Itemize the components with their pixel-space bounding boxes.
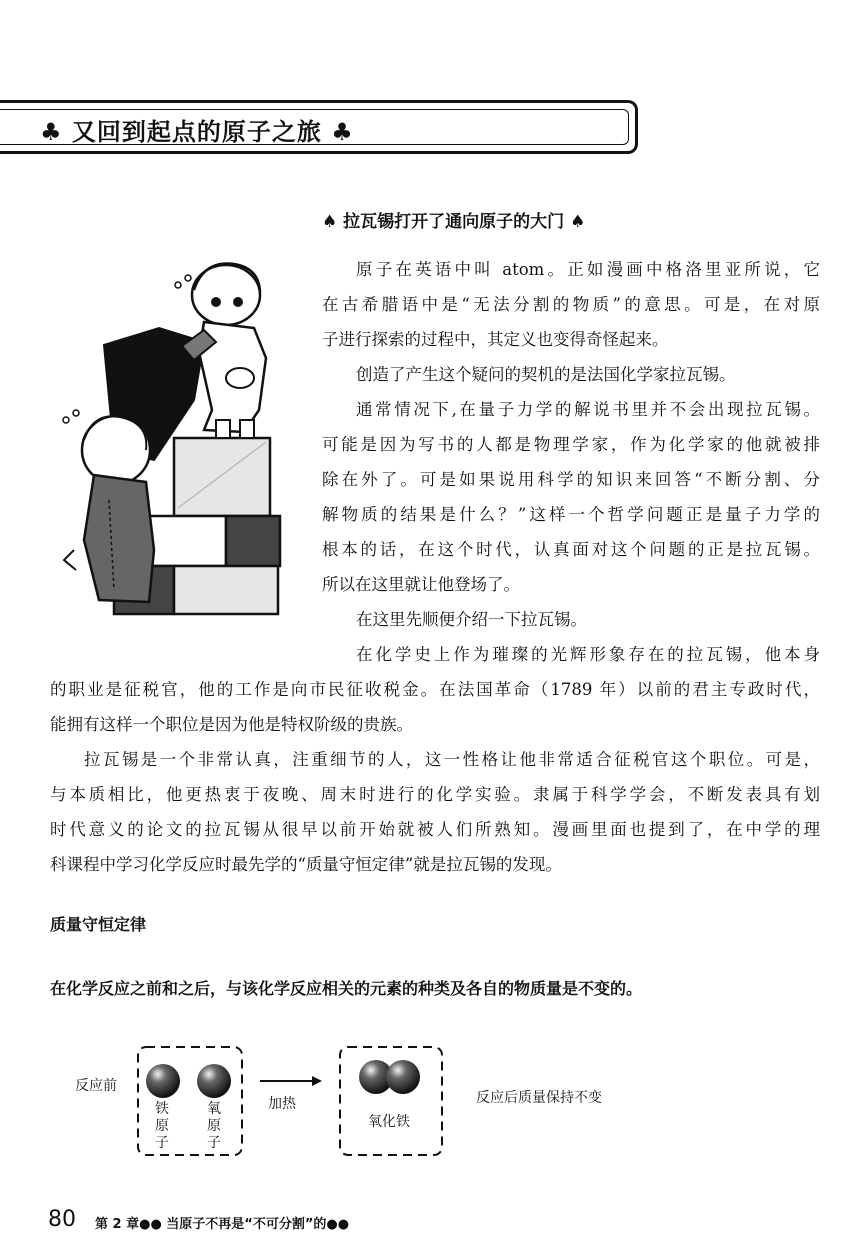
oxygen-atom-label: 氧原子	[207, 1101, 221, 1151]
chapter-footer: 第 2 章●● 当原子不再是“不可分割”的●●	[95, 1217, 350, 1232]
text-line: 在化学史上作为璀璨的光辉形象存在的拉瓦锡，他本身	[356, 645, 820, 664]
product-box	[340, 1047, 442, 1155]
product-atom-icon	[386, 1060, 420, 1094]
oxygen-atom-icon	[197, 1064, 231, 1098]
text-line: 原子在英语中叫 atom。正如漫画中格洛里亚所说，它	[356, 260, 820, 279]
text-line: 所以在这里就让他登场了。	[322, 575, 520, 594]
paragraph-1	[322, 252, 820, 357]
paragraph-6	[50, 742, 820, 882]
text-line: 能拥有这样一个职位是因为他是特权阶级的贵族。	[50, 715, 413, 734]
text-line: 在这里先顺便介绍一下拉瓦锡。	[356, 610, 587, 629]
text-line: 子进行探索的过程中，其定义也变得奇怪起来。	[322, 330, 669, 349]
section-heading: ♠ 拉瓦锡打开了通向原子的大门 ♠	[322, 212, 586, 232]
text-line: 解物质的结果是什么？”这样一个哲学问题正是量子力学的	[322, 505, 820, 524]
paragraph-5-start	[322, 637, 820, 672]
manga-illustration	[54, 250, 288, 618]
page-number: 80	[48, 1207, 76, 1232]
paragraph-2	[322, 357, 820, 392]
arrow-head-icon	[312, 1076, 322, 1086]
law-statement: 在化学反应之前和之后，与该化学反应相关的元素的种类及各自的物质量是不变的。	[50, 979, 643, 998]
text-line: 创造了产生这个疑问的契机的是法国化学家拉瓦锡。	[356, 365, 736, 384]
product-label: 氧化铁	[368, 1114, 410, 1130]
text-line: 可能是因为写书的人都是物理学家，作为化学家的他就被排	[322, 435, 820, 454]
iron-atom-label: 铁原子	[155, 1101, 169, 1151]
text-line: 在古希腊语中是“无法分割的物质”的意思。可是，在对原	[322, 295, 820, 314]
text-line: 与本质相比，他更热衷于夜晚、周末时进行的化学实验。隶属于科学学会，不断发表具有划	[50, 785, 820, 804]
heat-label: 加热	[268, 1096, 296, 1112]
text-line: 的职业是征税官，他的工作是向市民征收税金。在法国革命（1789 年）以前的君主专政时代，	[50, 680, 820, 699]
before-label: 反应前	[75, 1078, 117, 1094]
reaction-diagram	[60, 1035, 660, 1165]
banner-title: ♣ 又回到起点的原子之旅 ♣	[40, 118, 354, 146]
iron-atom-icon	[146, 1064, 180, 1098]
text-line: 通常情况下,在量子力学的解说书里并不会出现拉瓦锡。	[356, 400, 820, 419]
text-line: 科课程中学习化学反应时最先学的“质量守恒定律”就是拉瓦锡的发现。	[50, 855, 562, 874]
paragraph-4	[322, 602, 820, 637]
text-line: 拉瓦锡是一个非常认真，注重细节的人，这一性格让他非常适合征税官这个职位。可是，	[84, 750, 820, 769]
after-label: 反应后质量保持不变	[476, 1090, 602, 1106]
law-title: 质量守恒定律	[50, 915, 147, 934]
text-line: 根本的话，在这个时代，认真面对这个问题的正是拉瓦锡。	[322, 540, 820, 559]
text-line: 时代意义的论文的拉瓦锡从很早以前开始就被人们所熟知。漫画里面也提到了，在中学的理	[50, 820, 820, 839]
chapter-banner	[0, 100, 638, 154]
paragraph-5-rest	[50, 672, 820, 742]
text-line: 除在外了。可是如果说用科学的知识来回答“不断分割、分	[322, 470, 820, 489]
paragraph-3	[322, 392, 820, 602]
